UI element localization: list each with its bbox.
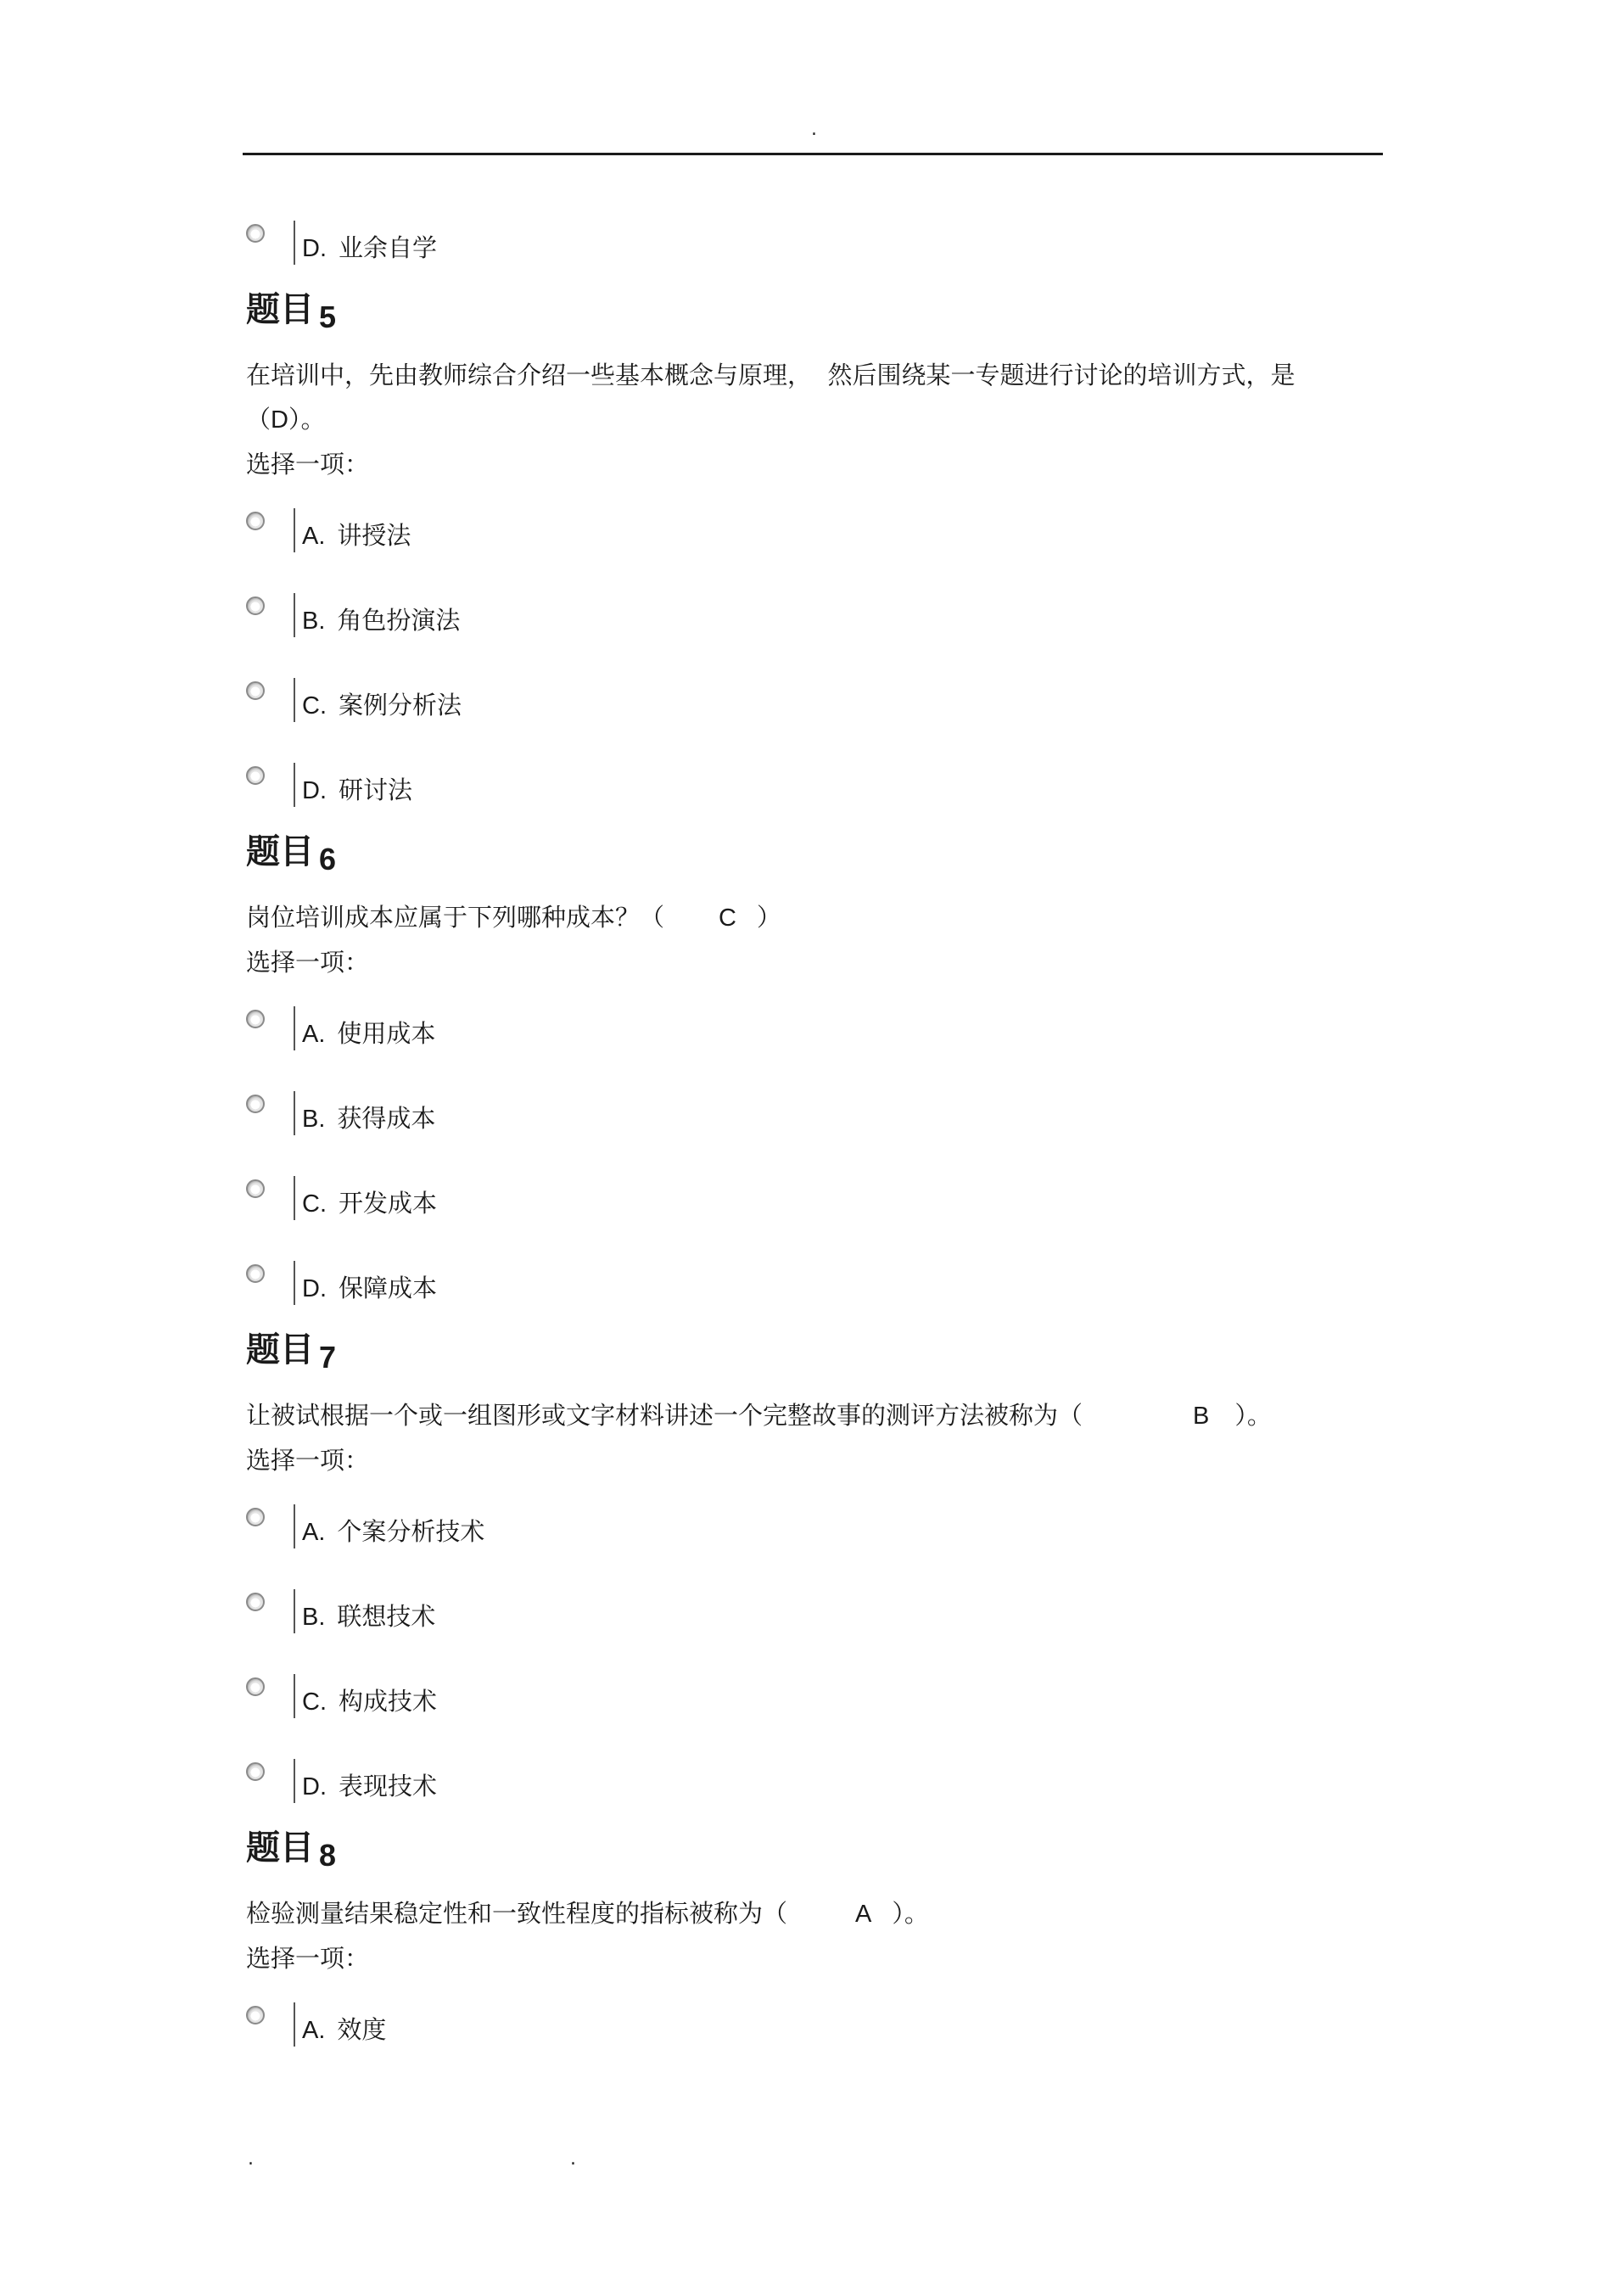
- question-title: 题目 7: [246, 1330, 337, 1375]
- option-d-prev[interactable]: [246, 204, 1383, 288]
- question-7: [246, 1329, 1383, 1827]
- question-text: 让被试根据一个或一组图形或文字材料讲述一个完整故事的测评方法被称为（ B ）。: [246, 1401, 1272, 1430]
- question-title: 题目 5: [246, 290, 337, 334]
- option-b[interactable]: [246, 576, 1383, 661]
- option-divider: [294, 763, 295, 807]
- select-one-label: 选择一项：: [246, 1944, 370, 1973]
- radio-button-icon[interactable]: [246, 2006, 265, 2024]
- option-label: C. 构成技术: [302, 1687, 438, 1716]
- header-dot: .: [811, 119, 817, 140]
- answer-letter: B: [1193, 1403, 1210, 1430]
- option-divider: [294, 221, 295, 265]
- option-b[interactable]: [246, 1074, 1383, 1159]
- option-d[interactable]: [246, 1742, 1383, 1827]
- radio-button-icon[interactable]: [246, 224, 265, 243]
- question-8: [246, 1827, 1383, 2070]
- option-label: D. 业余自学: [302, 233, 438, 262]
- question-title: 题目 6: [246, 832, 337, 876]
- option-b[interactable]: [246, 1572, 1383, 1657]
- option-divider: [294, 593, 295, 637]
- option-divider: [294, 1261, 295, 1305]
- select-one-label: 选择一项：: [246, 1446, 370, 1475]
- radio-button-icon[interactable]: [246, 766, 265, 785]
- option-label: C. 案例分析法: [302, 691, 462, 720]
- radio-button-icon[interactable]: [246, 1095, 265, 1113]
- option-divider: [294, 2002, 295, 2047]
- option-label: D. 表现技术: [302, 1772, 438, 1800]
- option-d[interactable]: [246, 746, 1383, 831]
- option-divider: [294, 1504, 295, 1548]
- option-c[interactable]: [246, 1657, 1383, 1742]
- quiz-content: [246, 204, 1383, 2070]
- radio-button-icon[interactable]: [246, 681, 265, 700]
- question-text: 在培训中，先由教师综合介绍一些基本概念与原理， 然后围绕某一专题进行讨论的培训方式，是 （D）。: [246, 361, 1296, 434]
- option-divider: [294, 1759, 295, 1803]
- footer-dot-left: .: [248, 2148, 254, 2170]
- answer-letter: C: [719, 904, 736, 932]
- option-c[interactable]: [246, 1159, 1383, 1244]
- option-label: A. 使用成本: [302, 1019, 436, 1048]
- answer-letter: A: [855, 1901, 872, 1928]
- option-divider: [294, 1091, 295, 1135]
- radio-button-icon[interactable]: [246, 596, 265, 615]
- option-label: C. 开发成本: [302, 1189, 438, 1218]
- radio-button-icon[interactable]: [246, 1762, 265, 1781]
- question-5: [246, 288, 1383, 831]
- radio-button-icon[interactable]: [246, 512, 265, 530]
- question-title: 题目 8: [246, 1828, 337, 1873]
- select-one-label: 选择一项：: [246, 948, 370, 977]
- option-label: A. 个案分析技术: [302, 1517, 485, 1546]
- option-divider: [294, 1589, 295, 1633]
- option-a[interactable]: [246, 1985, 1383, 2070]
- option-a[interactable]: [246, 989, 1383, 1074]
- option-label: B. 获得成本: [302, 1104, 436, 1133]
- radio-button-icon[interactable]: [246, 1264, 265, 1283]
- option-label: B. 角色扮演法: [302, 606, 461, 635]
- footer-dot-right: .: [570, 2148, 576, 2170]
- radio-button-icon[interactable]: [246, 1677, 265, 1696]
- header-rule: [243, 153, 1383, 155]
- question-6: [246, 831, 1383, 1329]
- radio-button-icon[interactable]: [246, 1179, 265, 1198]
- option-label: D. 研讨法: [302, 776, 413, 804]
- option-label: B. 联想技术: [302, 1602, 436, 1631]
- option-divider: [294, 1176, 295, 1220]
- option-label: D. 保障成本: [302, 1274, 438, 1302]
- select-one-label: 选择一项：: [246, 450, 370, 479]
- option-label: A. 讲授法: [302, 521, 411, 550]
- option-d[interactable]: [246, 1244, 1383, 1329]
- option-c[interactable]: [246, 661, 1383, 746]
- radio-button-icon[interactable]: [246, 1508, 265, 1526]
- option-a[interactable]: [246, 491, 1383, 576]
- option-divider: [294, 1674, 295, 1718]
- option-divider: [294, 508, 295, 552]
- question-text: 岗位培训成本应属于下列哪种成本？（ C ）: [246, 903, 781, 932]
- question-text: 检验测量结果稳定性和一致性程度的指标被称为（ A ）。: [246, 1899, 929, 1928]
- option-divider: [294, 678, 295, 722]
- option-a[interactable]: [246, 1487, 1383, 1572]
- answer-letter: D: [271, 406, 288, 434]
- option-divider: [294, 1006, 295, 1050]
- radio-button-icon[interactable]: [246, 1010, 265, 1028]
- radio-button-icon[interactable]: [246, 1593, 265, 1611]
- option-label: A. 效度: [302, 2015, 387, 2044]
